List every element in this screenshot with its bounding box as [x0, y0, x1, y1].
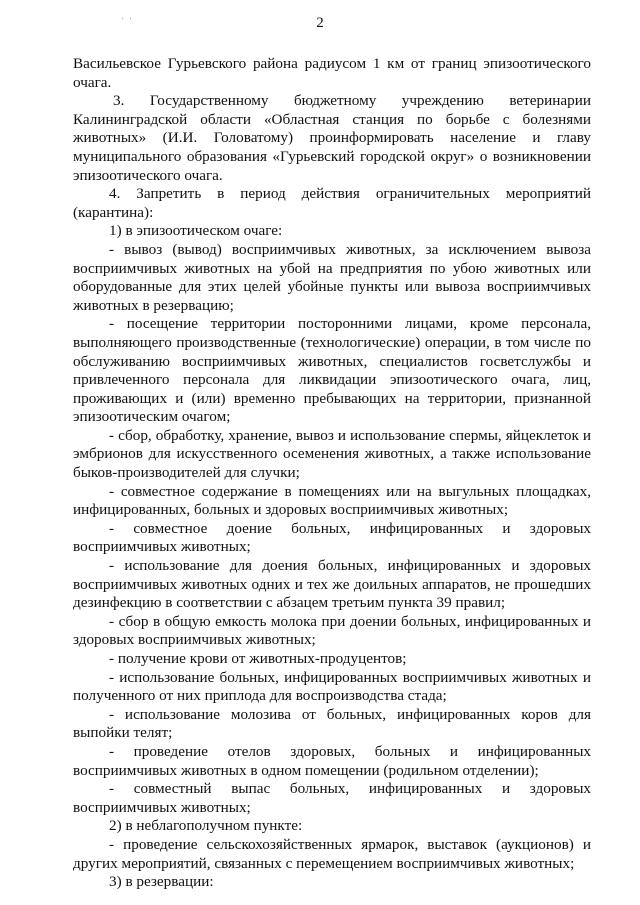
list-item: - вывоз (вывод) восприимчивых животных, за исключением вывоза восприимчивых животных на убой на предприятия по убою животных или оборудованные для этих целей убойные пункты или вывоза восприимчивых животных в резервацию; [73, 240, 591, 314]
paragraph-item-3: 3. Государственному бюджетному учреждению ветеринарии Калининградской области «Областная станция по борьбе с болезнями животных» (И.И. Головатому) проинформировать население и главу муниципального образования «Гурьевский городской округ» о возникновении эпизоотического очага. [73, 92, 591, 184]
list-item: - посещение территории посторонними лицами, кроме персонала, выполняющего производственные (технологические) операции, в том числе по обслуживанию восприимчивых животных, специалистов госветслужбы и привлеченного персонала для ликвидации эпизоотического очага, лиц, проживающих и (или) временно пребывающих на территории, признанной эпизоотическим очагом; [73, 315, 591, 426]
subheading-unfavorable-point: 2) в неблагополучном пункте: [109, 817, 303, 835]
paragraph-continuation: Васильевское Гурьевского района радиусом 1 км от границ эпизоотического очага. [73, 55, 591, 91]
subheading-epizootic-focus: 1) в эпизоотическом очаге: [109, 222, 283, 240]
paragraph-item-4: 4. Запретить в период действия ограничительных мероприятий (карантина): [73, 185, 591, 221]
list-item: - получение крови от животных-продуцентов; [109, 650, 407, 667]
list-item: - проведение отелов здоровых, больных и инфицированных восприимчивых животных в одном помещении (родильном отделении); [73, 742, 591, 779]
list-item: - совместное содержание в помещениях или на выгульных площадках, инфицированных, больных и здоровых восприимчивых животных; [73, 482, 591, 519]
list-item: - сбор в общую емкость молока при доении больных, инфицированных и здоровых восприимчивых животных; [73, 612, 591, 649]
list-item: - использование для доения больных, инфицированных и здоровых восприимчивых животных одних и тех же доильных аппаратов, не прошедших дезинфекцию в соответствии с абзацем третьим пункта 39 правил; [73, 557, 591, 612]
list-item: - совместный выпас больных, инфицированных и здоровых восприимчивых животных; [73, 780, 591, 816]
document-body [73, 55, 591, 892]
list-item: - использование молозива от больных, инфицированных коров для выпойки телят; [73, 705, 591, 742]
page-number: 2 [316, 15, 324, 31]
list-item: - проведение сельскохозяйственных ярмарок, выставок (аукционов) и других мероприятий, связанных с перемещением восприимчивых животных; [73, 835, 591, 872]
list-item: - сбор, обработку, хранение, вывоз и использование спермы, яйцеклеток и эмбрионов для искусственного осеменения животных, а также использование быков-производителей для случки; [73, 426, 591, 482]
subheading-reservation: 3) в резервации: [109, 873, 214, 891]
list-item: - совместное доение больных, инфицированных и здоровых восприимчивых животных; [73, 519, 591, 556]
scan-mark: ' ' [122, 16, 134, 26]
list-item: - использование больных, инфицированных восприимчивых животных и полученного от них приплода для воспроизводства стада; [73, 668, 591, 705]
